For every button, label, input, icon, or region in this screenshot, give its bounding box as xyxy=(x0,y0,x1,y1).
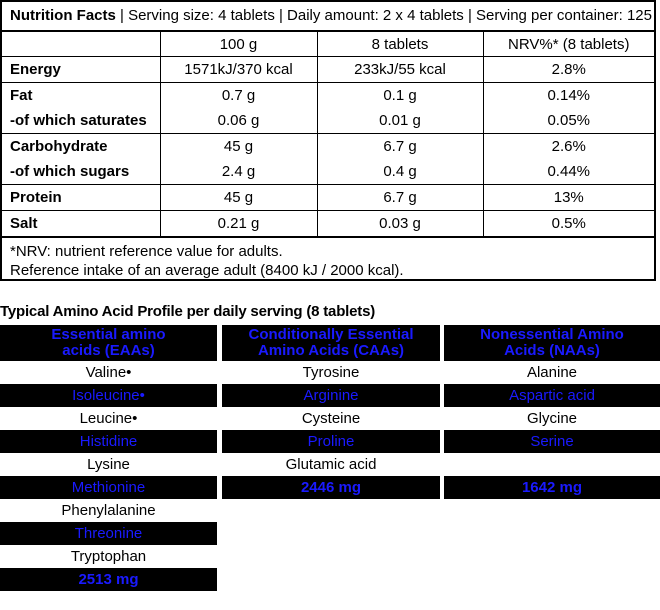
value-100g: 2.4 g xyxy=(160,159,317,185)
value-nrv: 13% xyxy=(483,185,654,211)
nutrition-header xyxy=(2,2,654,32)
value-100g: 0.7 g xyxy=(160,83,317,109)
column-header: 100 g xyxy=(160,32,317,57)
amino-item: Threonine xyxy=(0,522,217,545)
footnote-nrv: *NRV: nutrient reference value for adults. xyxy=(10,243,283,260)
heading-line: Essential amino xyxy=(51,326,166,343)
value-100g: 45 g xyxy=(160,185,317,211)
footnote-reference-intake: Reference intake of an average adult (8400 kJ / 2000 kcal). xyxy=(10,262,404,279)
table-row xyxy=(2,211,654,237)
value-nrv: 0.05% xyxy=(483,108,654,134)
amino-item: Tyrosine xyxy=(222,361,440,384)
value-nrv: 0.5% xyxy=(551,215,586,232)
column-heading xyxy=(0,325,217,361)
amino-item: Aspartic acid xyxy=(444,384,660,407)
heading-line: Nonessential Amino xyxy=(480,326,624,343)
amino-item: Glycine xyxy=(444,407,660,430)
column-header xyxy=(2,32,160,57)
table-row xyxy=(2,134,654,160)
amino-item: Lysine xyxy=(0,453,217,476)
value-nrv: 2.6% xyxy=(551,138,586,155)
amino-item: Serine xyxy=(444,430,660,453)
amino-item: Valine• xyxy=(0,361,217,384)
value-nrv: 0.44% xyxy=(483,159,654,185)
value-8-tablets: 0.01 g xyxy=(317,108,483,134)
row-label: Energy xyxy=(2,57,160,83)
value-100g: 1571kJ/370 kcal xyxy=(160,57,317,83)
heading-line: Amino Acids (CAAs) xyxy=(257,342,405,359)
amino-item: Glutamic acid xyxy=(222,453,440,476)
value-8-tablets: 0.1 g xyxy=(317,83,483,109)
table-header-row xyxy=(2,32,654,57)
amino-item: Isoleucine• xyxy=(0,384,217,407)
nutrition-table xyxy=(2,32,654,236)
heading-line: Acids (NAAs) xyxy=(504,342,600,359)
table-row xyxy=(2,159,654,185)
value-8-tablets: 6.7 g xyxy=(317,185,483,211)
table-row xyxy=(2,83,654,109)
nutrition-footnote xyxy=(2,236,654,280)
column-header: 8 tablets xyxy=(317,32,483,57)
value-100g: 45 g xyxy=(160,134,317,160)
amino-item: Histidine xyxy=(0,430,217,453)
row-label: Salt xyxy=(2,211,160,237)
nutrition-title: Nutrition Facts xyxy=(10,7,116,24)
amino-item-empty xyxy=(444,453,660,476)
heading-line: Conditionally Essential xyxy=(248,326,414,343)
column-heading xyxy=(444,325,660,361)
amino-item: Proline xyxy=(222,430,440,453)
amino-item: Leucine• xyxy=(0,407,217,430)
value-8-tablets: 233kJ/55 kcal xyxy=(317,57,483,83)
amino-item: Alanine xyxy=(444,361,660,384)
row-label: Carbohydrate xyxy=(2,134,160,160)
amino-column-essential xyxy=(0,325,217,591)
table-row xyxy=(2,185,654,211)
amino-item: Phenylalanine xyxy=(0,499,217,522)
table-row xyxy=(2,57,654,83)
value-nrv: 2.8% xyxy=(483,57,654,83)
value-100g: 0.21 g xyxy=(160,211,317,237)
row-label: Protein xyxy=(2,185,160,211)
value-8-tablets: 6.7 g xyxy=(317,134,483,160)
amino-profile-title: Typical Amino Acid Profile per daily serving (8 tablets) xyxy=(0,303,376,320)
amino-item: Tryptophan xyxy=(0,545,217,568)
amino-total: 1642 mg xyxy=(444,476,660,499)
table-row xyxy=(2,108,654,134)
value-nrv: 0.14% xyxy=(547,87,591,104)
row-label: -of which sugars xyxy=(2,159,160,185)
amino-item: Cysteine xyxy=(222,407,440,430)
amino-column-conditionally-essential xyxy=(222,325,440,499)
value-8-tablets: 0.03 g xyxy=(317,211,483,237)
column-header: NRV%* (8 tablets) xyxy=(483,32,654,57)
serving-info: | Serving size: 4 tablets | Daily amount: 2 x 4 tablets | Serving per container: 125 xyxy=(115,7,652,24)
column-heading xyxy=(222,325,440,361)
amino-total: 2446 mg xyxy=(222,476,440,499)
row-label: -of which saturates xyxy=(2,108,160,134)
amino-total: 2513 mg xyxy=(0,568,217,591)
row-label: Fat xyxy=(2,83,160,109)
heading-line: acids (EAAs) xyxy=(62,342,155,359)
nutrition-facts-panel xyxy=(0,0,656,281)
amino-item: Arginine xyxy=(222,384,440,407)
value-100g: 0.06 g xyxy=(160,108,317,134)
amino-column-nonessential xyxy=(444,325,660,499)
value-8-tablets: 0.4 g xyxy=(317,159,483,185)
amino-item: Methionine xyxy=(0,476,217,499)
